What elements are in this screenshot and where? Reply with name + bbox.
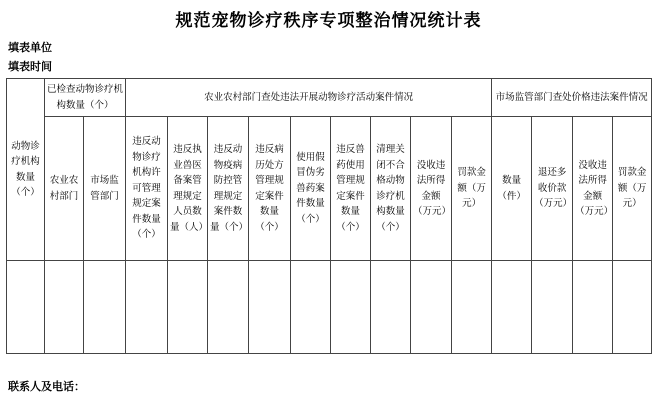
data-cell[interactable] [452, 261, 492, 354]
data-cell[interactable] [613, 261, 652, 354]
data-cell[interactable] [371, 261, 411, 354]
header-market-fine: 罚款金额（万元） [613, 117, 652, 261]
fill-unit-label: 填表单位 [8, 41, 52, 54]
header-record-violation: 违反病历处方管理规定案件数量（个） [249, 117, 291, 261]
data-cell[interactable] [45, 261, 84, 354]
data-cell[interactable] [532, 261, 573, 354]
header-market-group: 市场监管部门查处价格违法案件情况 [492, 79, 652, 117]
data-cell[interactable] [7, 261, 45, 354]
header-market-confiscation: 没收违法所得金额（万元） [573, 117, 613, 261]
data-cell[interactable] [208, 261, 249, 354]
header-checked-group: 已检查动物诊疗机构数量（个） [45, 79, 126, 117]
data-cell[interactable] [126, 261, 168, 354]
header-closed-clinics: 清理关闭不合格动物诊疗机构数量（个） [371, 117, 411, 261]
header-agri-fine: 罚款金额（万元） [452, 117, 492, 261]
data-cell[interactable] [168, 261, 208, 354]
header-agri-dept: 农业农村部门 [45, 117, 84, 261]
table-row [7, 261, 652, 354]
header-agri-group: 农业农村部门查处违法开展动物诊疗活动案件情况 [126, 79, 492, 117]
header-market-dept: 市场监管部门 [84, 117, 126, 261]
data-cell[interactable] [573, 261, 613, 354]
header-refund: 退还多收价款（万元） [532, 117, 573, 261]
data-cell[interactable] [249, 261, 291, 354]
fill-time-label: 填表时间 [8, 60, 52, 73]
header-drug-use-violation: 违反兽药使用管理规定案件数量（个） [331, 117, 371, 261]
contact-label: 联系人及电话： [8, 380, 85, 393]
header-epidemic-violation: 违反动物疫病防控管理规定案件数量（个） [208, 117, 249, 261]
header-fake-drug: 使用假冒伪劣兽药案件数量（个） [291, 117, 331, 261]
data-cell[interactable] [331, 261, 371, 354]
data-cell[interactable] [492, 261, 532, 354]
data-cell[interactable] [84, 261, 126, 354]
header-license-violation: 违反动物诊疗机构许可管理规定案件数量（个） [126, 117, 168, 261]
report-title: 规范宠物诊疗秩序专项整治情况统计表 [175, 11, 482, 31]
header-agri-confiscation: 没收违法所得金额（万元） [411, 117, 452, 261]
data-cell[interactable] [411, 261, 452, 354]
header-clinic-count: 动物诊疗机构数量（个） [7, 79, 45, 261]
data-cell[interactable] [291, 261, 331, 354]
header-market-count: 数量（件） [492, 117, 532, 261]
header-vet-filing-violation: 违反执业兽医备案管理规定人员数量（人） [168, 117, 208, 261]
statistics-table [6, 78, 652, 354]
